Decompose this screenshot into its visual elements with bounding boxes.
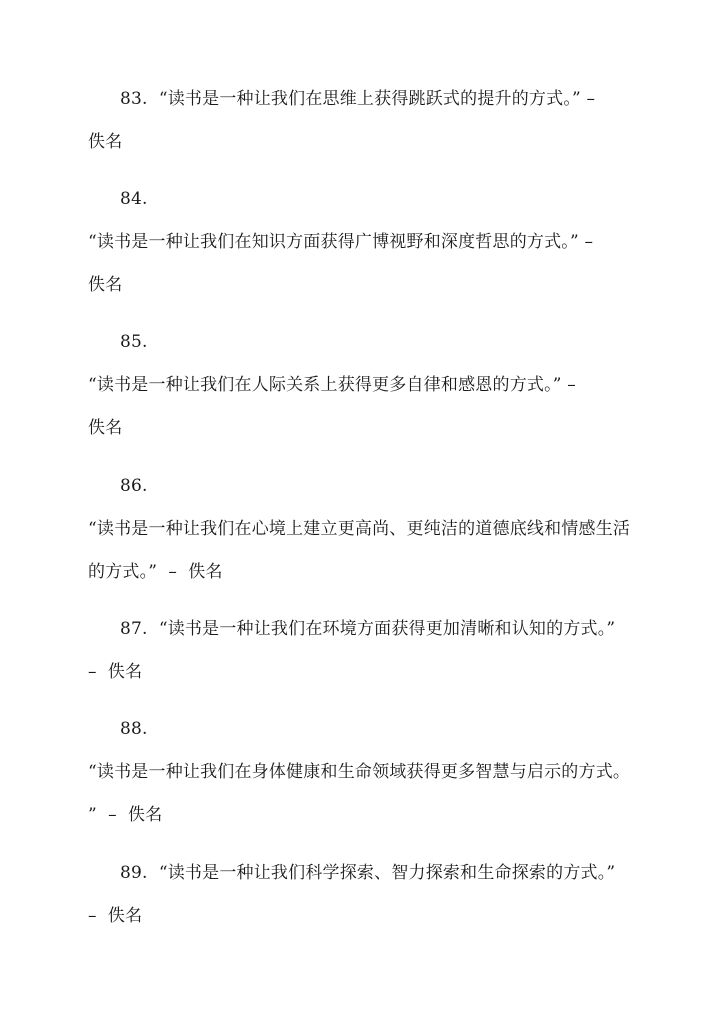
- quote-85-number: 85.: [120, 332, 148, 352]
- quote-84-number: 84.: [120, 189, 148, 209]
- quote-83-line-2: 佚名: [88, 132, 123, 152]
- quote-84-line-2: 佚名: [88, 275, 123, 295]
- quote-87-line-2: – 佚名: [88, 662, 143, 682]
- quote-89-line-1: 89. “读书是一种让我们科学探索、智力探索和生命探索的方式。”: [120, 863, 616, 883]
- quote-85-line-2: 佚名: [88, 418, 123, 438]
- quote-88-line-2: ” – 佚名: [88, 805, 163, 825]
- quote-88-line-1: “读书是一种让我们在身体健康和生命领域获得更多智慧与启示的方式。: [88, 762, 631, 782]
- quote-84-line-1: “读书是一种让我们在知识方面获得广博视野和深度哲思的方式。” –: [88, 232, 594, 252]
- quote-89-line-2: – 佚名: [88, 906, 143, 926]
- quote-87-line-1: 87. “读书是一种让我们在环境方面获得更加清晰和认知的方式。”: [120, 619, 616, 639]
- quote-83-line-1: 83. “读书是一种让我们在思维上获得跳跃式的提升的方式。” –: [120, 89, 596, 109]
- quote-85-line-1: “读书是一种让我们在人际关系上获得更多自律和感恩的方式。” –: [88, 375, 576, 395]
- quote-86-line-1: “读书是一种让我们在心境上建立更高尚、更纯洁的道德底线和情感生活: [88, 519, 631, 539]
- quote-86-line-2: 的方式。” – 佚名: [88, 562, 223, 582]
- quote-88-number: 88.: [120, 719, 148, 739]
- quote-86-number: 86.: [120, 476, 148, 496]
